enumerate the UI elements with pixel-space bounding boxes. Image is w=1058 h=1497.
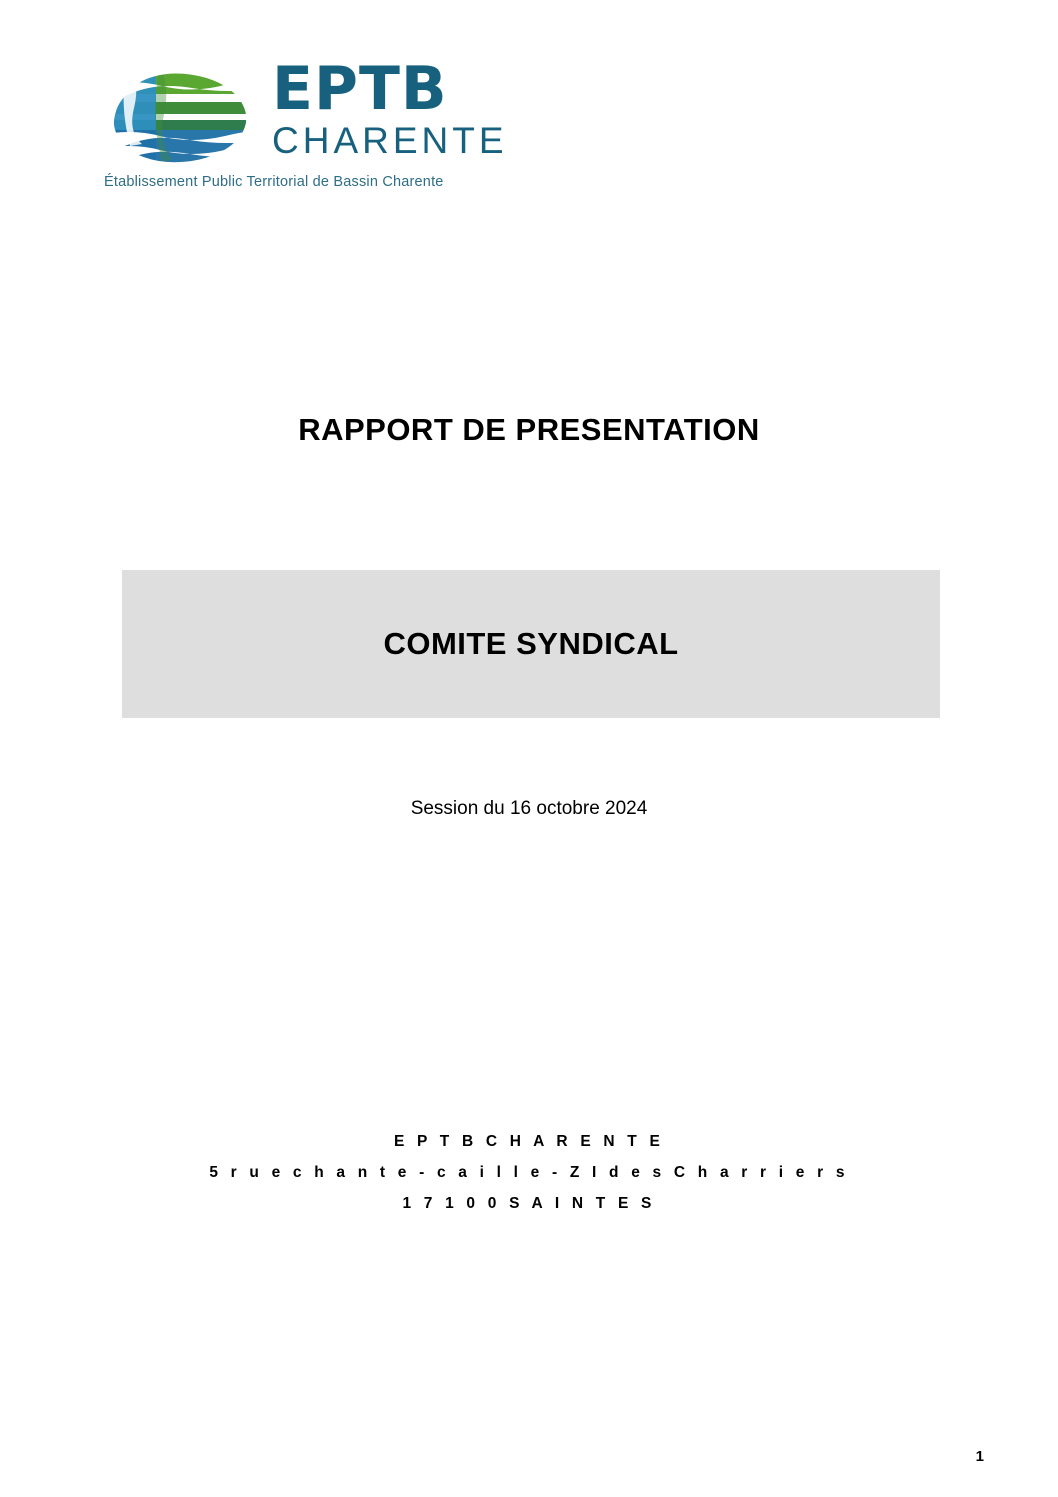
- session-date: Session du 16 octobre 2024: [410, 798, 648, 819]
- address-line-1: E P T B C H A R E N T E: [394, 1133, 664, 1150]
- address-line-2: 5 r u e c h a n t e - c a i l l e - Z I d e s C h a r r i e r s: [209, 1164, 849, 1181]
- page-title: RAPPORT DE PRESENTATION: [298, 412, 760, 447]
- address-line-3: 1 7 1 0 0 S A I N T E S: [402, 1195, 656, 1212]
- band-title: COMITE SYNDICAL: [383, 626, 679, 661]
- logo-tagline: Établissement Public Territorial de Bassin Charente: [104, 174, 444, 190]
- eptb-charente-basin-logo-icon: [100, 64, 258, 174]
- logo-wordmark: [272, 54, 508, 162]
- logo-brand-primary: EPTB: [272, 54, 448, 124]
- address-block: [0, 1126, 1058, 1219]
- page-number: 1: [975, 1448, 984, 1465]
- logo-brand-secondary: CHARENTE: [272, 120, 508, 161]
- logo-block: [100, 54, 508, 198]
- highlight-band: [122, 570, 940, 718]
